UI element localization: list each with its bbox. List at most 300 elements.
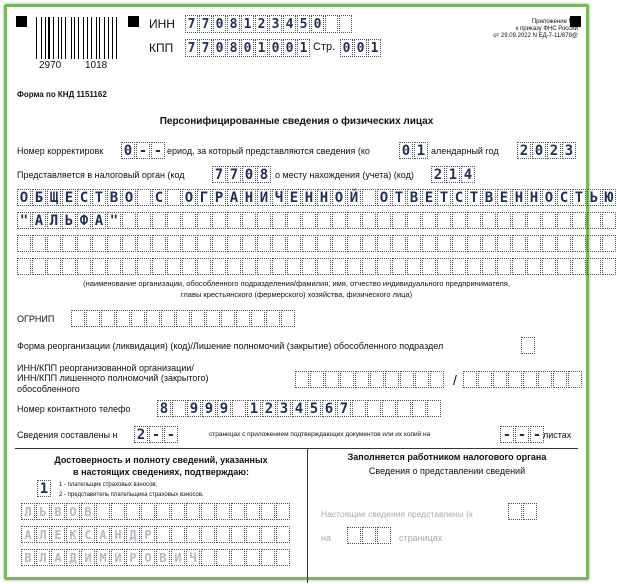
char-cell: [452, 258, 466, 275]
char-cell: [182, 235, 196, 252]
year-cells[interactable]: [517, 142, 577, 159]
char-cell: -: [500, 426, 514, 443]
inn-label: ИНН: [149, 17, 175, 31]
char-cell: [17, 235, 31, 252]
char-cell: [347, 235, 361, 252]
phone-label: Номер контактного телефо: [17, 404, 131, 414]
char-cell: [568, 371, 582, 388]
barcode-bar: [118, 17, 119, 59]
char-cell: Д: [126, 526, 140, 543]
char-cell: [257, 235, 271, 252]
char-cell: [246, 549, 260, 566]
char-cell: С: [77, 189, 91, 206]
char-cell: 2: [431, 166, 445, 183]
org-name-row-2[interactable]: [17, 212, 617, 229]
char-cell: [542, 235, 556, 252]
barcode-bar: [115, 17, 116, 59]
char-cell: Л: [36, 526, 50, 543]
char-cell: Р: [126, 549, 140, 566]
tax-authority-cells[interactable]: [212, 166, 272, 183]
char-cell: [527, 212, 541, 229]
char-cell: [557, 212, 571, 229]
char-cell: [602, 258, 616, 275]
char-cell: [216, 549, 230, 566]
barcode-bar: [87, 17, 88, 59]
char-cell: Ь: [587, 189, 601, 206]
char-cell: 8: [157, 400, 171, 417]
char-cell: [261, 549, 275, 566]
char-cell: [137, 258, 151, 275]
char-cell: [231, 503, 245, 520]
char-cell: [146, 310, 160, 327]
char-cell: [392, 258, 406, 275]
char-cell: [212, 258, 226, 275]
org-name-row-3[interactable]: [17, 235, 617, 252]
char-cell: 7: [199, 39, 212, 57]
presented-code-cells[interactable]: [508, 503, 538, 520]
name-cells[interactable]: [21, 526, 291, 543]
char-cell: [572, 258, 586, 275]
char-cell: В: [156, 549, 170, 566]
pages-cells[interactable]: [134, 426, 179, 443]
char-cell: [512, 212, 526, 229]
barcode-bar: [104, 17, 105, 59]
char-cell: [257, 258, 271, 275]
char-cell: 7: [185, 39, 198, 57]
char-cell: [422, 212, 436, 229]
char-cell: М: [96, 549, 110, 566]
confirmation-title-line-1: Достоверность и полноту сведений, указанных: [54, 455, 268, 465]
barcode-bar: [53, 17, 54, 59]
char-cell: А: [32, 212, 46, 229]
ogrnip-label: ОГРНИП: [17, 314, 55, 324]
signer-option-2: 2 - представитель плательщика страховых взносов.: [59, 492, 204, 498]
char-cell: [377, 258, 391, 275]
char-cell: [236, 310, 250, 327]
ogrnip-cells[interactable]: [71, 310, 296, 327]
page-cells[interactable]: [340, 39, 382, 57]
char-cell: 0: [269, 39, 282, 57]
char-cell: [101, 310, 115, 327]
char-cell: [111, 503, 125, 520]
char-cell: С: [152, 189, 166, 206]
char-cell: [287, 258, 301, 275]
char-cell: 9: [217, 400, 231, 417]
char-cell: И: [257, 189, 271, 206]
char-cell: [206, 310, 220, 327]
char-cell: [171, 503, 185, 520]
char-cell: [152, 212, 166, 229]
char-cell: [467, 258, 481, 275]
year-label: алендарный год: [431, 146, 499, 156]
kpp-cells[interactable]: [185, 39, 311, 57]
char-cell: Л: [47, 212, 61, 229]
char-cell: Н: [527, 189, 541, 206]
char-cell: Р: [141, 526, 155, 543]
char-cell: -: [149, 426, 163, 443]
char-cell: Т: [572, 189, 586, 206]
reorg-cells[interactable]: [521, 337, 536, 354]
char-cell: 8: [227, 39, 240, 57]
char-cell: [201, 503, 215, 520]
org-name-row-1[interactable]: [17, 189, 617, 206]
char-cell: [430, 371, 444, 388]
char-cell: [317, 258, 331, 275]
char-cell: А: [21, 526, 35, 543]
correction-cells[interactable]: [121, 142, 166, 159]
barcode-bar: [72, 17, 73, 59]
attachment-label: страницах с приложением подтверждающих документов или их копий на: [209, 431, 431, 438]
barcode-bar: [108, 17, 110, 59]
char-cell: [122, 212, 136, 229]
on-label: на: [321, 533, 331, 543]
inn-cells[interactable]: [185, 15, 353, 33]
char-cell: [182, 212, 196, 229]
char-cell: 7: [227, 166, 241, 183]
char-cell: 3: [269, 15, 282, 33]
char-cell: [587, 235, 601, 252]
char-cell: [572, 235, 586, 252]
char-cell: [92, 258, 106, 275]
char-cell: Т: [467, 189, 481, 206]
char-cell: [347, 527, 361, 544]
char-cell: [231, 549, 245, 566]
barcode-bar: [116, 17, 117, 59]
char-cell: [325, 371, 339, 388]
char-cell: [272, 235, 286, 252]
char-cell: [497, 212, 511, 229]
char-cell: Е: [287, 189, 301, 206]
char-cell: [557, 235, 571, 252]
char-cell: [602, 212, 616, 229]
confirmation-title: [15, 455, 307, 478]
barcode-bar: [77, 17, 78, 59]
char-cell: 0: [399, 142, 413, 159]
barcode-bar: [80, 17, 81, 59]
char-cell: [557, 258, 571, 275]
reorg-inn-cells[interactable]: [295, 371, 445, 388]
appendix-line-2: к приказу ФНС России: [515, 26, 578, 33]
char-cell: [257, 212, 271, 229]
char-cell: [310, 371, 324, 388]
char-cell: Н: [317, 189, 331, 206]
char-cell: [497, 258, 511, 275]
char-cell: О: [542, 189, 556, 206]
barcode-bar: [52, 17, 53, 59]
char-cell: [512, 235, 526, 252]
char-cell: [302, 258, 316, 275]
char-cell: [352, 400, 366, 417]
barcode-bar: [90, 17, 91, 59]
char-cell: Ч: [186, 549, 200, 566]
char-cell: [242, 258, 256, 275]
char-cell: [47, 258, 61, 275]
char-cell: [497, 235, 511, 252]
char-cell: Д: [66, 549, 80, 566]
char-cell: [538, 371, 552, 388]
char-cell: Р: [212, 189, 226, 206]
char-cell: [377, 212, 391, 229]
char-cell: [325, 15, 338, 33]
char-cell: [156, 526, 170, 543]
presented-pages-cells[interactable]: [347, 527, 392, 544]
char-cell: [415, 371, 429, 388]
barcode-bar: [36, 17, 37, 59]
char-cell: Е: [497, 189, 511, 206]
barcode-bar: [60, 17, 61, 59]
char-cell: [77, 258, 91, 275]
sheets-cells[interactable]: [500, 426, 545, 443]
char-cell: [197, 212, 211, 229]
char-cell: [77, 235, 91, 252]
char-cell: [167, 235, 181, 252]
char-cell: 1: [297, 39, 310, 57]
barcode-bar: [96, 17, 97, 59]
char-cell: 0: [354, 39, 367, 57]
char-cell: [167, 189, 181, 206]
barcode-bar: [41, 17, 42, 59]
char-cell: [231, 526, 245, 543]
char-cell: [107, 235, 121, 252]
char-cell: И: [111, 549, 125, 566]
char-cell: [96, 503, 110, 520]
tax-officer-subtitle: Сведения о представлении сведений: [368, 466, 526, 476]
char-cell: 3: [562, 142, 576, 159]
char-cell: [276, 549, 290, 566]
char-cell: [332, 258, 346, 275]
char-cell: [508, 371, 522, 388]
phone-cells[interactable]: [157, 400, 442, 417]
char-cell: Т: [92, 189, 106, 206]
char-cell: [182, 258, 196, 275]
char-cell: А: [51, 549, 65, 566]
char-cell: [141, 503, 155, 520]
char-cell: [191, 310, 205, 327]
char-cell: [367, 400, 381, 417]
char-cell: [339, 15, 352, 33]
char-cell: [137, 212, 151, 229]
char-cell: Ь: [62, 212, 76, 229]
char-cell: 0: [283, 39, 296, 57]
surname-cells[interactable]: [21, 503, 291, 520]
char-cell: 2: [262, 400, 276, 417]
char-cell: Б: [32, 189, 46, 206]
char-cell: [452, 235, 466, 252]
char-cell: Ф: [77, 212, 91, 229]
char-cell: А: [92, 212, 106, 229]
sheets-label: листах: [543, 430, 572, 440]
char-cell: [512, 258, 526, 275]
char-cell: ": [17, 212, 31, 229]
char-cell: [542, 212, 556, 229]
char-cell: [427, 400, 441, 417]
char-cell: [317, 212, 331, 229]
pages-label: Сведения составлены н: [17, 430, 118, 440]
char-cell: [172, 400, 186, 417]
reorg-inn-label: [17, 363, 209, 394]
char-cell: Н: [111, 526, 125, 543]
char-cell: -: [515, 426, 529, 443]
char-cell: [227, 258, 241, 275]
char-cell: Ч: [272, 189, 286, 206]
patronymic-cells[interactable]: [21, 549, 291, 566]
char-cell: [242, 212, 256, 229]
char-cell: О: [122, 189, 136, 206]
period-label: ериод, за который представляются сведения (ко: [167, 146, 370, 156]
char-cell: [116, 310, 130, 327]
barcode-bar: [105, 17, 106, 59]
reorg-kpp-cells[interactable]: [463, 371, 583, 388]
char-cell: [176, 310, 190, 327]
char-cell: [197, 258, 211, 275]
char-cell: 5: [297, 15, 310, 33]
reorg-inn-line-2: ИНН/КПП лишенного полномочий (закрытого): [17, 373, 209, 384]
char-cell: [392, 235, 406, 252]
char-cell: [407, 258, 421, 275]
char-cell: [287, 235, 301, 252]
char-cell: [261, 526, 275, 543]
appendix-note: [493, 19, 578, 41]
char-cell: 2: [547, 142, 561, 159]
char-cell: [107, 258, 121, 275]
char-cell: [452, 212, 466, 229]
char-cell: [62, 258, 76, 275]
org-name-caption: [7, 279, 586, 300]
barcode-bar: [67, 17, 69, 59]
char-cell: [221, 310, 235, 327]
char-cell: Т: [437, 189, 451, 206]
char-cell: С: [81, 526, 95, 543]
char-cell: ": [107, 212, 121, 229]
char-cell: [71, 310, 85, 327]
barcode-bar: [71, 17, 72, 59]
char-cell: Щ: [47, 189, 61, 206]
barcode-bar: [42, 17, 43, 59]
char-cell: [362, 189, 376, 206]
reorg-inn-line-3: обособленного: [17, 383, 80, 394]
char-cell: [227, 212, 241, 229]
barcode-bar: [58, 17, 59, 59]
char-cell: О: [17, 189, 31, 206]
char-cell: Е: [62, 189, 76, 206]
char-cell: 0: [121, 142, 135, 159]
char-cell: 7: [185, 15, 198, 33]
char-cell: [137, 235, 151, 252]
char-cell: [508, 503, 522, 520]
char-cell: [482, 258, 496, 275]
char-cell: [281, 310, 295, 327]
char-cell: Н: [242, 189, 256, 206]
barcode-bar: [93, 17, 94, 59]
char-cell: 0: [311, 15, 324, 33]
org-caption-line-2: главы крестьянского (фермерского) хозяйства, физического лица): [180, 289, 413, 299]
barcode-number-left: 2970: [39, 60, 62, 71]
char-cell: О: [377, 189, 391, 206]
barcode-bar: [48, 17, 50, 59]
char-cell: [32, 258, 46, 275]
char-cell: [493, 371, 507, 388]
corner-marker-middle: [128, 16, 139, 27]
char-cell: [587, 212, 601, 229]
char-cell: [197, 235, 211, 252]
char-cell: 1: [368, 39, 381, 57]
char-cell: [340, 371, 354, 388]
signer-code-cell[interactable]: [37, 480, 52, 497]
char-cell: [523, 371, 537, 388]
appendix-line-1: Приложение N 2: [531, 19, 578, 25]
char-cell: [212, 212, 226, 229]
char-cell: [397, 400, 411, 417]
char-cell: 2: [134, 426, 148, 443]
org-name-row-4[interactable]: [17, 258, 617, 275]
char-cell: Н: [302, 189, 316, 206]
kpp-label: КПП: [149, 41, 174, 55]
barcode-bar: [112, 17, 113, 59]
char-cell: [542, 258, 556, 275]
char-cell: [527, 235, 541, 252]
confirmation-title-line-2: в настоящих сведениях, подтверждаю:: [73, 466, 249, 477]
barcode-bar: [99, 17, 100, 59]
char-cell: -: [530, 426, 544, 443]
char-cell: [242, 235, 256, 252]
char-cell: 0: [213, 39, 226, 57]
char-cell: [587, 258, 601, 275]
org-caption-line-1: (наименование организации, обособленного подразделения/фамилия, имя, отчество индивидуального предпринимателя,: [83, 279, 510, 288]
char-cell: [152, 258, 166, 275]
char-cell: Л: [36, 549, 50, 566]
char-cell: О: [182, 189, 196, 206]
char-cell: [362, 527, 376, 544]
char-cell: [347, 258, 361, 275]
char-cell: [478, 371, 492, 388]
char-cell: 5: [307, 400, 321, 417]
char-cell: [370, 371, 384, 388]
char-cell: [186, 526, 200, 543]
char-cell: [482, 235, 496, 252]
char-cell: [412, 400, 426, 417]
char-cell: 4: [283, 15, 296, 33]
char-cell: [407, 212, 421, 229]
barcode-bar: [64, 17, 65, 59]
char-cell: В: [407, 189, 421, 206]
char-cell: -: [164, 426, 178, 443]
period-cells[interactable]: [399, 142, 429, 159]
barcode-bar: [65, 17, 66, 59]
location-cells[interactable]: [431, 166, 476, 183]
char-cell: [126, 503, 140, 520]
char-cell: [463, 371, 477, 388]
barcode-bar: [61, 17, 62, 59]
char-cell: [302, 235, 316, 252]
char-cell: [553, 371, 567, 388]
barcode-bar: [91, 17, 92, 59]
location-label: о месту нахождения (учета) (код): [275, 170, 414, 180]
char-cell: [137, 189, 151, 206]
char-cell: [212, 235, 226, 252]
barcode: [36, 17, 121, 59]
tax-form-page: [4, 4, 614, 580]
char-cell: [382, 400, 396, 417]
reorg-inn-line-1: ИНН/КПП реорганизованной организации/: [17, 363, 194, 373]
tax-officer-title: Заполняется работником налогового органа: [347, 452, 547, 462]
char-cell: [201, 526, 215, 543]
barcode-bar: [78, 17, 79, 59]
char-cell: [261, 503, 275, 520]
char-cell: [92, 235, 106, 252]
form-title: Персонифицированные сведения о физических лицах: [159, 116, 434, 127]
presented-label: Настоящие сведения представлены (к: [321, 509, 473, 519]
char-cell: О: [332, 189, 346, 206]
